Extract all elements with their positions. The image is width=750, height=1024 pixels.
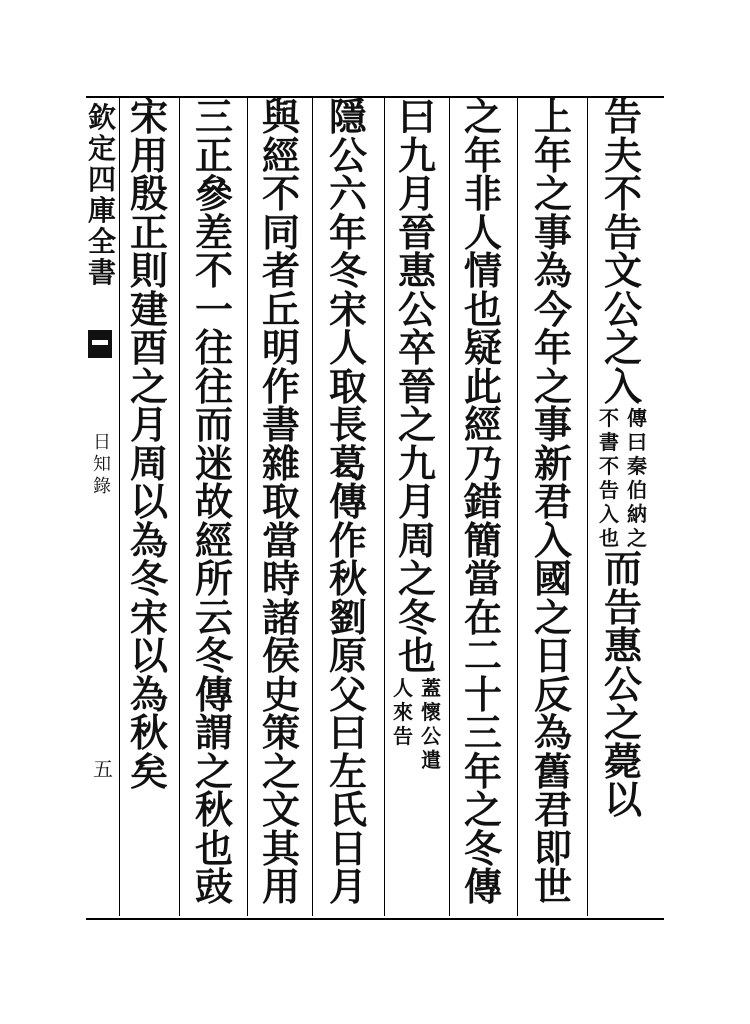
column-rule <box>384 98 385 916</box>
text-column-8 <box>124 94 174 916</box>
column-rule <box>312 98 313 916</box>
text-column-7 <box>189 94 239 916</box>
main-text: 與經不同者丘明作書雜取當時諸侯史策之文其用 <box>261 94 300 909</box>
page-number: 五 <box>93 757 113 781</box>
main-text: 上年之事為今年之事新君入國之日反為舊君即世 <box>533 94 572 909</box>
book-title: 日知錄 <box>93 432 111 497</box>
main-text: 隱公六年冬宋人取長葛傳作秋劉原父曰左氏日月 <box>328 94 367 909</box>
note-line-left: 人來告 <box>393 675 413 748</box>
column-rule <box>587 98 588 916</box>
commentary-note <box>598 406 648 550</box>
column-rule <box>449 98 450 916</box>
fishtail-mark-icon <box>88 330 112 358</box>
text-column-3 <box>458 94 508 916</box>
main-text: 告夫不告文公之入 <box>603 94 642 409</box>
column-rule <box>179 98 180 916</box>
text-column-2 <box>528 94 578 916</box>
text-column-4 <box>392 94 442 916</box>
collection-title: 欽定四庫全書 <box>88 101 117 289</box>
column-rule <box>247 98 248 916</box>
main-text: 曰九月晉惠公卒晉之九月周之冬也 <box>397 94 436 678</box>
note-line-left: 不書不告入也 <box>599 406 619 550</box>
column-rule <box>119 98 120 916</box>
column-rule <box>517 98 518 916</box>
main-text: 宋用殷正則建酉之月周以為冬宋以為秋矣 <box>129 94 168 794</box>
text-column-5 <box>323 94 373 916</box>
note-line-right: 蓋懷公遣 <box>421 675 441 772</box>
commentary-note <box>392 676 442 772</box>
note-line-right: 傳曰秦伯納之 <box>627 406 647 550</box>
main-text: 之年非人情也疑此經乃錯簡當在二十三年之冬傳 <box>463 94 502 909</box>
main-text: 三正參差不一往往而迷故經所云冬傳謂之秋也豉 <box>194 94 233 909</box>
main-text: 而告惠公之薨以 <box>603 546 642 822</box>
text-column-6 <box>256 94 306 916</box>
text-column-1 <box>598 94 648 916</box>
